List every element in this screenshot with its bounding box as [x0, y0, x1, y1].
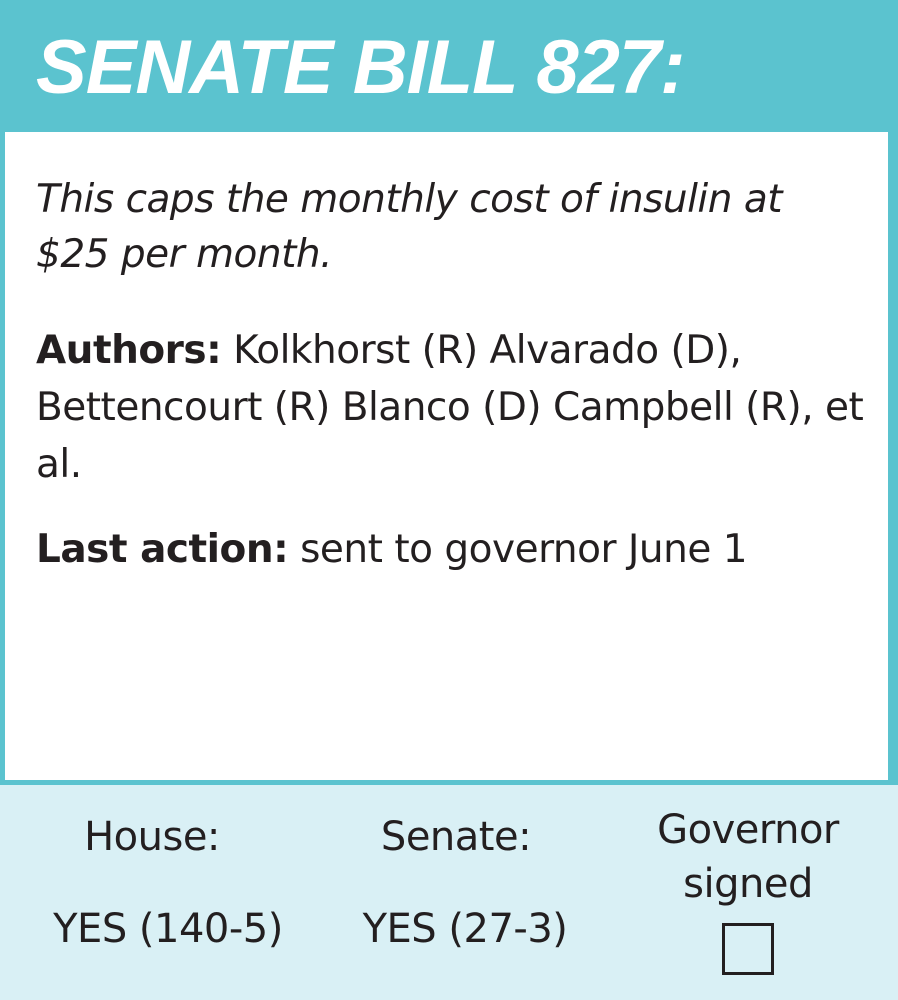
authors-value: Kolkhorst (R) Alvarado (D), Bettencourt (R) Blanco (D) Campbell (R), et al. — [36, 328, 864, 487]
bill-header — [0, 0, 898, 132]
last-action-label: Last action: — [36, 527, 289, 572]
bill-authors — [36, 322, 866, 493]
bill-title: SENATE BILL 827: — [36, 25, 685, 110]
vote-summary-footer — [0, 785, 898, 1000]
house-vote-result: YES (140-5) — [53, 906, 283, 952]
authors-label: Authors: — [36, 328, 222, 373]
house-label: House: — [84, 814, 220, 860]
bill-details-panel — [5, 132, 888, 780]
senate-label: Senate: — [380, 814, 532, 860]
governor-signed-checkbox — [722, 923, 774, 975]
bill-last-action — [36, 521, 866, 578]
bill-summary: This caps the monthly cost of insulin at $25 per month. — [36, 177, 783, 277]
last-action-value: sent to governor June 1 — [288, 527, 748, 572]
governor-signed-label: Governor signed — [657, 807, 839, 907]
senate-vote-result: YES (27-3) — [362, 906, 568, 952]
